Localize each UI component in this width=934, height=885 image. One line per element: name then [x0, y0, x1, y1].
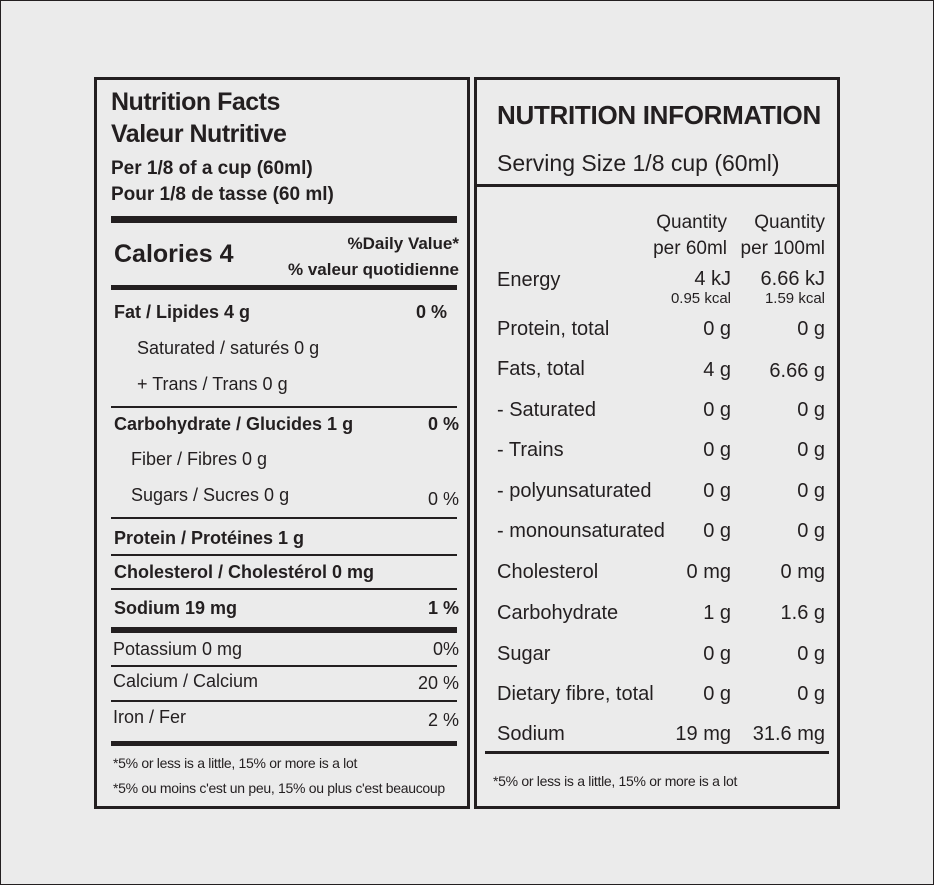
monounsaturated-100ml: 0 g: [797, 520, 825, 542]
serving-fr: Pour 1/8 de tasse (60 ml): [111, 184, 334, 205]
serving-en: Per 1/8 of a cup (60ml): [111, 158, 313, 179]
rule: [111, 588, 457, 590]
row-carbohydrate: Carbohydrate / Glucides 1 g: [114, 414, 354, 434]
sodium-60ml: 19 mg: [675, 723, 731, 745]
bottom-rule: [485, 751, 829, 754]
medium-rule: [111, 741, 457, 746]
rule: [111, 665, 457, 667]
polyunsaturated-100ml: 0 g: [797, 480, 825, 502]
rule: [111, 406, 457, 408]
dv-sugars: 0 %: [427, 489, 459, 509]
footnote: *5% or less is a little, 15% or more is a lot: [493, 773, 738, 789]
row-potassium: Potassium 0 mg: [113, 639, 243, 659]
dv-carbohydrate: 0 %: [427, 414, 459, 434]
protein-60ml: 0 g: [703, 318, 731, 340]
footnote-fr: *5% ou moins c'est un peu, 15% ou plus c'est beaucoup: [113, 780, 445, 796]
header-rule: [477, 184, 837, 187]
row-calcium: Calcium / Calcium: [113, 671, 259, 691]
trans-100ml: 0 g: [797, 439, 825, 461]
dietary-fibre-60ml: 0 g: [703, 683, 731, 705]
rule: [111, 700, 457, 702]
medium-rule: [111, 285, 457, 290]
row-fats: Fats, total: [497, 358, 585, 380]
protein-100ml: 0 g: [797, 318, 825, 340]
energy-60ml-kj: 4 kJ: [694, 268, 731, 290]
energy-60ml-kcal: 0.95 kcal: [670, 290, 731, 307]
carbohydrate-100ml: 1.6 g: [780, 602, 825, 624]
thick-rule: [111, 627, 457, 633]
saturated-100ml: 0 g: [797, 399, 825, 421]
serving-size: Serving Size 1/8 cup (60ml): [497, 150, 780, 176]
sodium-100ml: 31.6 mg: [752, 723, 825, 745]
monounsaturated-60ml: 0 g: [703, 520, 731, 542]
row-cholesterol: Cholesterol / Cholestérol 0 mg: [114, 562, 375, 582]
sugar-60ml: 0 g: [703, 643, 731, 665]
row-fat: Fat / Lipides 4 g: [114, 302, 251, 322]
polyunsaturated-60ml: 0 g: [703, 480, 731, 502]
saturated-60ml: 0 g: [703, 399, 731, 421]
row-carbohydrate: Carbohydrate: [497, 602, 619, 624]
energy-100ml-kj: 6.66 kJ: [760, 268, 825, 290]
row-saturated: - Saturated: [497, 399, 596, 421]
row-sodium: Sodium: [497, 723, 565, 745]
title-en: Nutrition Facts: [111, 88, 280, 116]
energy-100ml-kcal: 1.59 kcal: [764, 290, 825, 307]
thick-rule: [111, 216, 457, 223]
calories: Calories 4: [114, 240, 234, 268]
carbohydrate-60ml: 1 g: [703, 602, 731, 624]
row-polyunsaturated: - polyunsaturated: [497, 480, 652, 502]
row-trans: - Trains: [497, 439, 564, 461]
cholesterol-60ml: 0 mg: [686, 561, 731, 583]
row-protein: Protein, total: [497, 318, 610, 340]
fats-100ml: 6.66 g: [769, 360, 825, 382]
dv-header-2: % valeur quotidienne: [288, 260, 459, 279]
row-fiber: Fiber / Fibres 0 g: [131, 449, 268, 469]
dv-sodium: 1 %: [427, 598, 459, 618]
row-iron: Iron / Fer: [113, 707, 187, 727]
row-cholesterol: Cholesterol: [497, 561, 599, 583]
row-saturated: Saturated / saturés 0 g: [137, 338, 320, 358]
title-fr: Valeur Nutritive: [111, 120, 287, 148]
row-sodium: Sodium 19 mg: [114, 598, 238, 618]
nutrition-information-panel: [474, 77, 840, 809]
row-energy: Energy: [497, 269, 561, 291]
dv-iron: 2 %: [427, 710, 459, 730]
dietary-fibre-100ml: 0 g: [797, 683, 825, 705]
row-monounsaturated: - monounsaturated: [497, 520, 665, 542]
footnote-en: *5% or less is a little, 15% or more is a lot: [113, 755, 358, 771]
dv-calcium: 20 %: [417, 673, 459, 693]
heading: NUTRITION INFORMATION: [497, 100, 821, 130]
cholesterol-100ml: 0 mg: [780, 561, 825, 583]
sugar-100ml: 0 g: [797, 643, 825, 665]
dv-header-1: %Daily Value*: [347, 234, 459, 253]
rule: [111, 517, 457, 519]
row-sugar: Sugar: [497, 643, 551, 665]
rule: [111, 554, 457, 556]
row-protein: Protein / Protéines 1 g: [114, 528, 305, 548]
fats-60ml: 4 g: [703, 359, 731, 381]
row-dietary-fibre: Dietary fibre, total: [497, 683, 654, 705]
row-sugars: Sugars / Sucres 0 g: [131, 485, 290, 505]
dv-fat: 0 %: [415, 302, 447, 322]
trans-60ml: 0 g: [703, 439, 731, 461]
dv-potassium: 0%: [432, 639, 459, 659]
row-trans: + Trans / Trans 0 g: [137, 374, 288, 394]
col-per-60ml-header: Quantity per 60ml: [653, 212, 727, 259]
nutrition-facts-panel: [94, 77, 470, 809]
col-per-100ml-header: Quantity per 100ml: [740, 212, 825, 259]
